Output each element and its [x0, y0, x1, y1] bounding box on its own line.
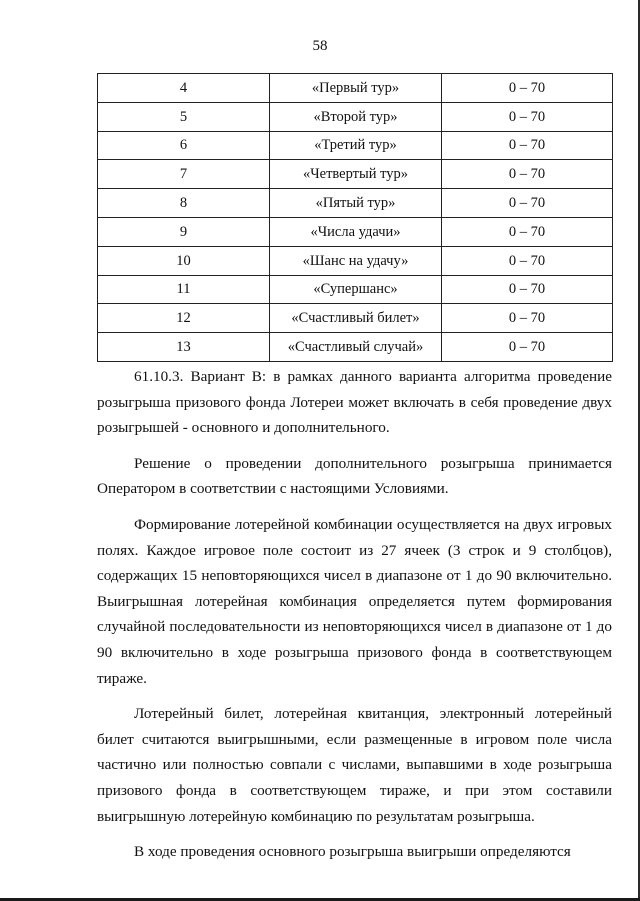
category-name-cell: «Третий тур» — [270, 131, 442, 160]
category-name-cell: «Супершанс» — [270, 275, 442, 304]
category-name-cell: «Пятый тур» — [270, 189, 442, 218]
table-row — [98, 275, 613, 304]
document-body — [97, 364, 612, 865]
prize-categories-table — [97, 73, 613, 362]
table-row — [98, 102, 613, 131]
range-cell: 0 – 70 — [442, 160, 613, 189]
category-name-cell: «Числа удачи» — [270, 217, 442, 246]
range-cell: 0 – 70 — [442, 217, 613, 246]
paragraph-variant-b: 61.10.3. Вариант В: в рамках данного варианта алгоритма проведение розыгрыша призового фонда Лотереи может включать в себя проведение двух розыгрышей - основного и дополнительного. — [97, 368, 612, 437]
row-number-cell: 13 — [98, 333, 270, 362]
category-name-cell: «Четвертый тур» — [270, 160, 442, 189]
range-cell: 0 – 70 — [442, 131, 613, 160]
table-row — [98, 131, 613, 160]
table-row — [98, 333, 613, 362]
range-cell: 0 – 70 — [442, 189, 613, 218]
table-row — [98, 189, 613, 218]
range-cell: 0 – 70 — [442, 275, 613, 304]
category-name-cell: «Счастливый случай» — [270, 333, 442, 362]
table-row — [98, 160, 613, 189]
range-cell: 0 – 70 — [442, 246, 613, 275]
page-number: 58 — [312, 38, 328, 54]
table-row — [98, 246, 613, 275]
category-name-cell: «Первый тур» — [270, 74, 442, 103]
table-row — [98, 74, 613, 103]
table-row — [98, 217, 613, 246]
category-name-cell: «Шанс на удачу» — [270, 246, 442, 275]
row-number-cell: 5 — [98, 102, 270, 131]
range-cell: 0 – 70 — [442, 102, 613, 131]
row-number-cell: 9 — [98, 217, 270, 246]
row-number-cell: 6 — [98, 131, 270, 160]
table-row — [98, 304, 613, 333]
paragraph-main-draw: В ходе проведения основного розыгрыша выигрыши определяются — [134, 843, 571, 861]
paragraph-additional-draw-decision: Решение о проведении дополнительного розыгрыша принимается Оператором в соответствии с настоящими Условиями. — [97, 454, 612, 498]
row-number-cell: 12 — [98, 304, 270, 333]
category-name-cell: «Второй тур» — [270, 102, 442, 131]
range-cell: 0 – 70 — [442, 333, 613, 362]
row-number-cell: 10 — [98, 246, 270, 275]
category-name-cell: «Счастливый билет» — [270, 304, 442, 333]
paragraph-combination-formation: Формирование лотерейной комбинации осуществляется на двух игровых полях. Каждое игровое поле состоит из 27 ячеек (3 строк и 9 столбцов), содержащих 15 неповторяющихся чисел в диапазоне от 1 до 90 включительно. Выигрышная лотерейная комбинация определяется путем формирования случайной последовательности из неповторяющихся чисел в диапазоне от 1 до 90 включительно в ходе розыгрыша призового фонда в соответствующем тираже. — [97, 515, 612, 687]
row-number-cell: 11 — [98, 275, 270, 304]
row-number-cell: 8 — [98, 189, 270, 218]
paragraph-winning-tickets: Лотерейный билет, лотерейная квитанция, электронный лотерейный билет считаются выигрышными, если размещенные в игровом поле числа частично или полностью совпали с числами, выпавшими в ходе розыгрыша призового фонда в соответствующем тираже, и при этом составили выигрышную лотерейную комбинацию по результатам розыгрыша. — [97, 705, 612, 825]
range-cell: 0 – 70 — [442, 74, 613, 103]
range-cell: 0 – 70 — [442, 304, 613, 333]
row-number-cell: 7 — [98, 160, 270, 189]
row-number-cell: 4 — [98, 74, 270, 103]
